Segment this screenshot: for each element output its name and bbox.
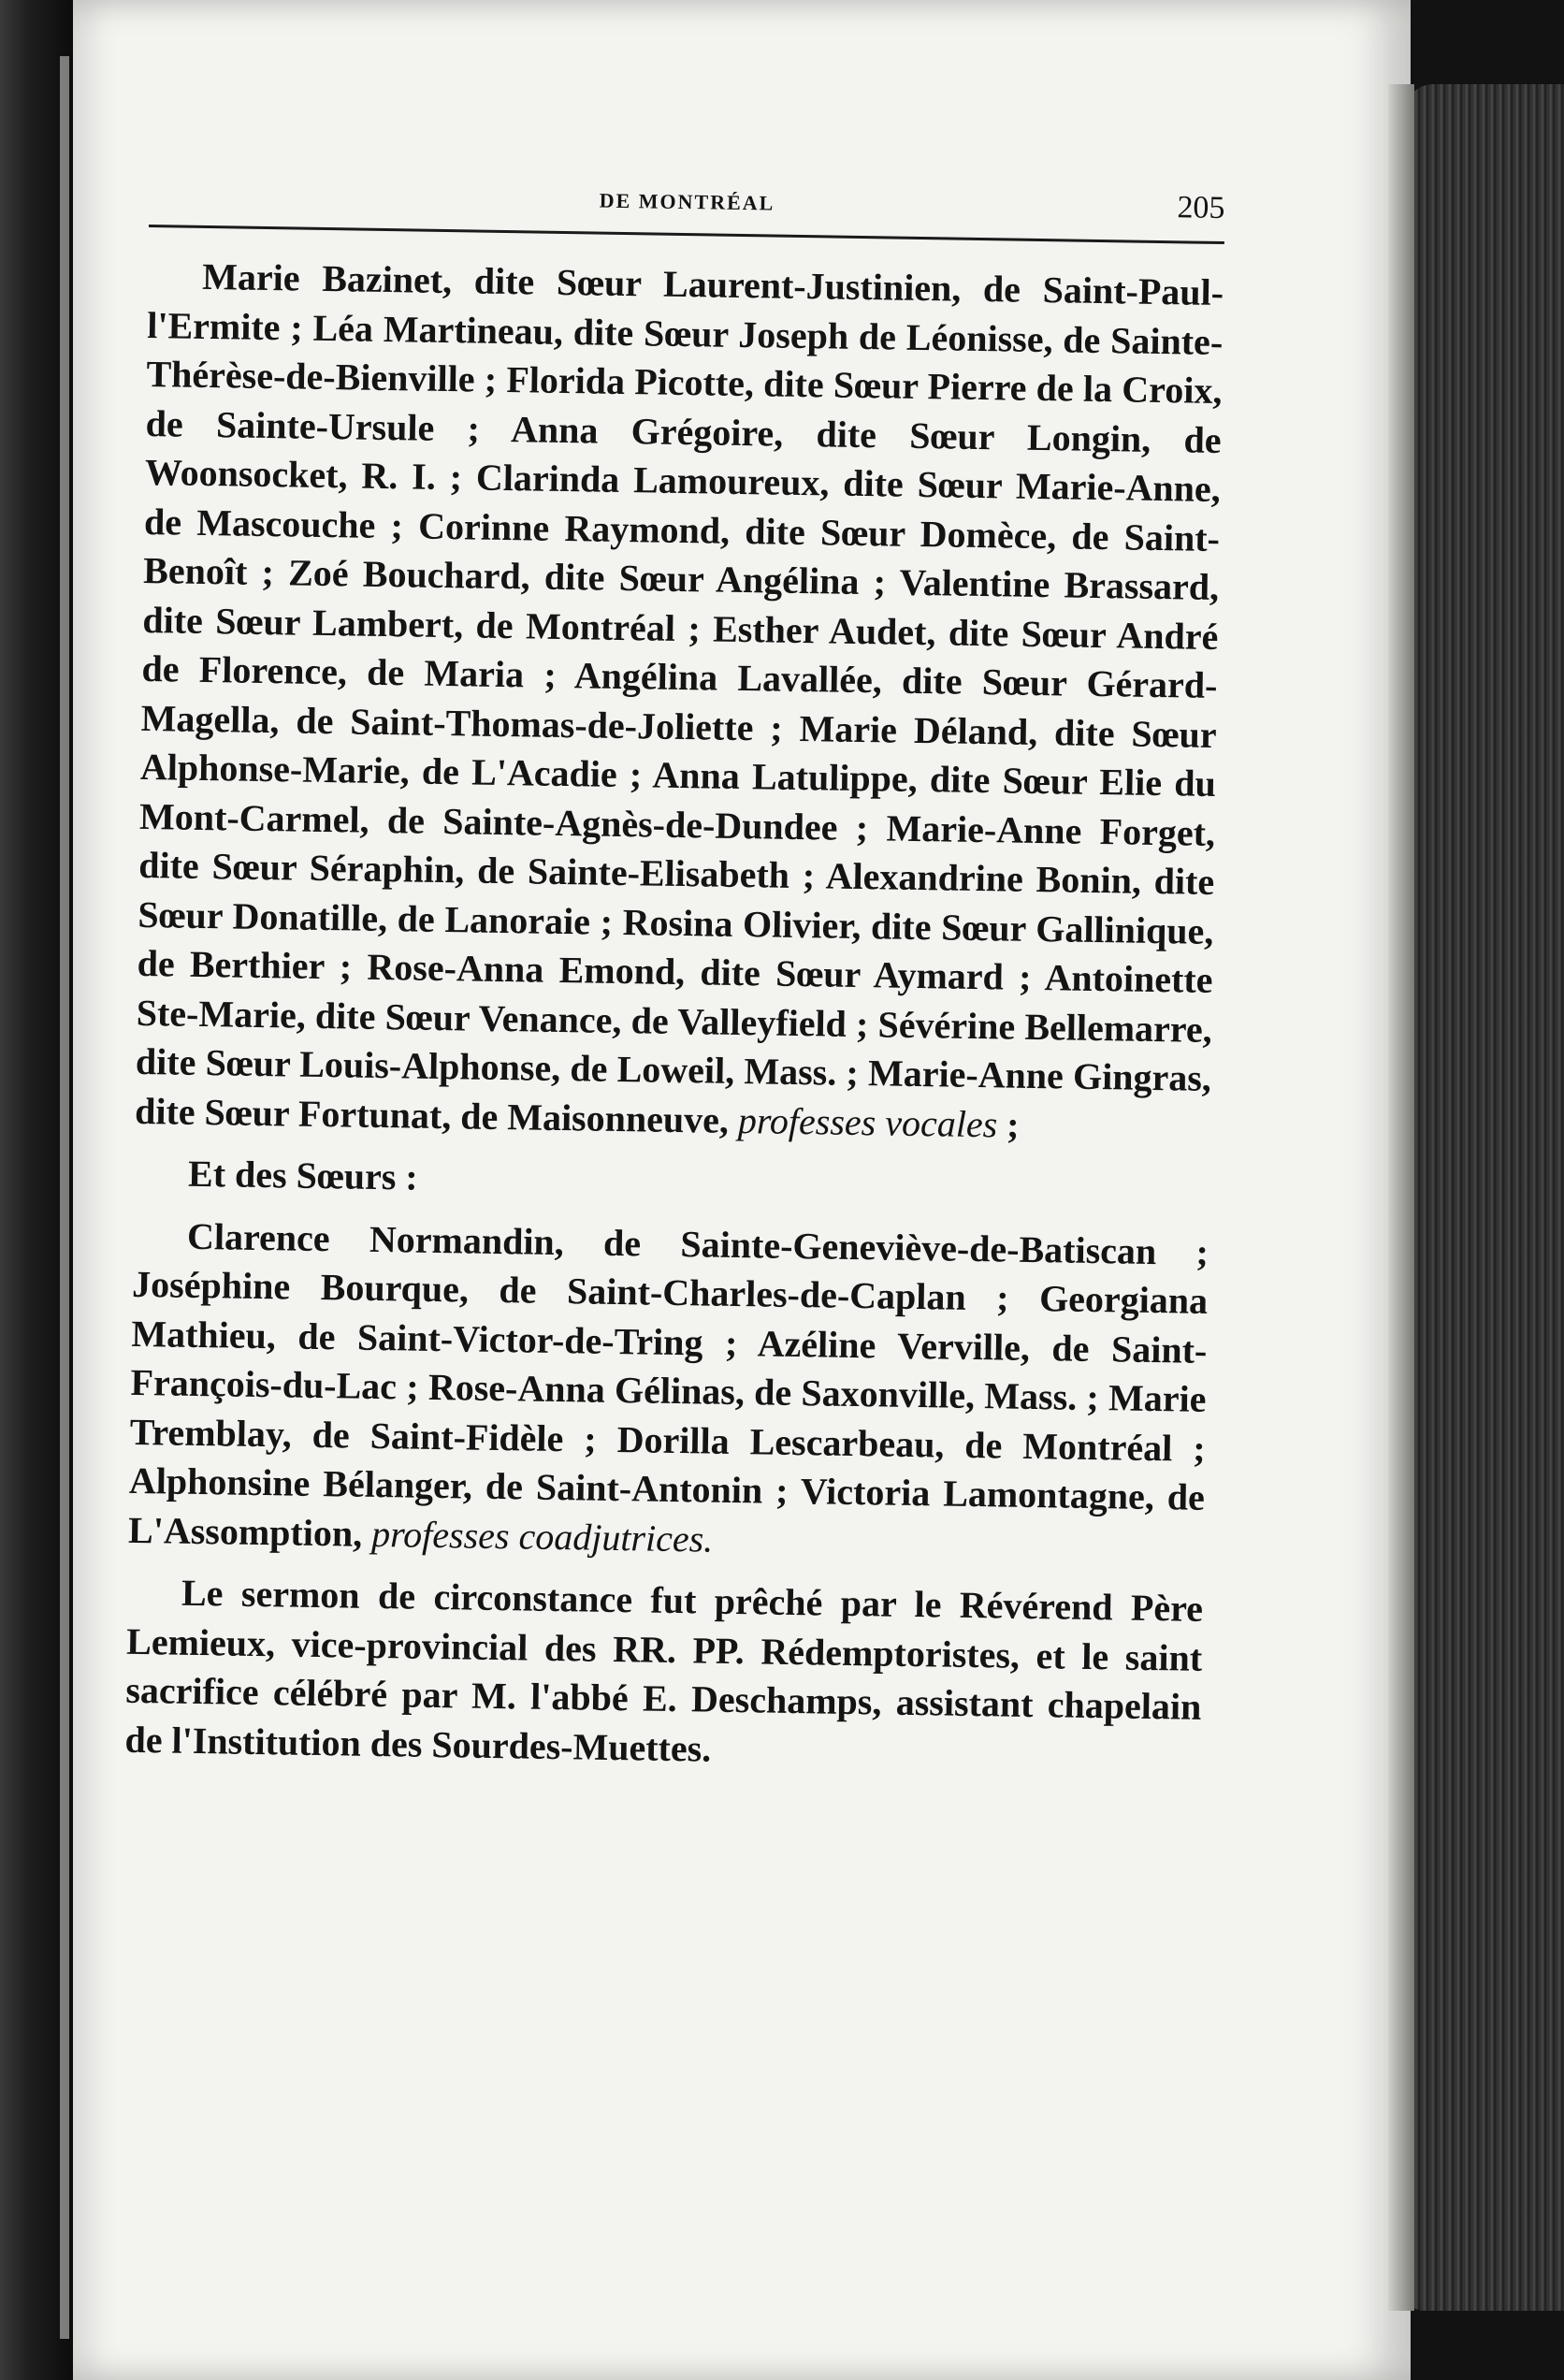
italic-phrase: professes vocales [737, 1098, 998, 1145]
book-block-edge [1405, 84, 1564, 2311]
paragraph-sermon: Le sermon de circonstance fut prêché par le Révérend Père Lemieux, vice-provincial des RR. PP. Rédemptoristes, et le saint sacrifice célébré par M. l'abbé E. Deschamps, assistant chapelain de l'Institution des Sourdes-Muettes. [124, 1571, 1204, 1770]
paragraph-text: Marie Bazinet, dite Sœur Laurent-Justinien, de Saint-Paul-l'Ermite ; Léa Martineau, dite Sœur Joseph de Léonisse, de Sainte-Thérèse-de-Bienville ; Florida Picotte, dite Sœur Pierre de la Croix, de Sainte-Ursule ; Anna Grégoire, dite Sœur Longin, de Woonsocket, R. I. ; Clarinda Lamoureux, dite Sœur Marie-Anne, de Mascouche ; Corinne Raymond, dite Sœur Domèce, de Saint-Benoît ; Zoé Bouchard, dite Sœur Angélina ; Valentine Brassard, dite Sœur Lambert, de Montréal ; Esther Audet, dite Sœur André de Florence, de Maria ; Angélina Lavallée, dite Sœur Gérard-Magella, de Saint-Thomas-de-Joliette ; Marie Déland, dite Sœur Alphonse-Marie, de L'Acadie ; Anna Latulippe, dite Sœur Elie du Mont-Carmel, de Sainte-Agnès-de-Dundee ; Marie-Anne Forget, dite Sœur Séraphin, de Sainte-Elisabeth ; Alexandrine Bonin, dite Sœur Donatille, de Lanoraie ; Rosina Olivier, dite Sœur Gallinique, de Berthier ; Rose-Anna Emond, dite Sœur Aymard ; Antoinette Ste-Marie, dite Sœur Venance, de Valleyfield ; Sévérine Bellemarre, dite Sœur Louis-Alphonse, de Loweil, Mass. ; Marie-Anne Gingras, dite Sœur Fortunat, de Maisonneuve, [134, 254, 1224, 1141]
page-number: 205 [1177, 190, 1225, 226]
paragraph-end: ; [996, 1102, 1020, 1146]
paragraph-professes-coadjutrices [128, 1211, 1209, 1572]
paragraph-professes-vocales [135, 252, 1224, 1153]
paragraph-text: Clarence Normandin, de Sainte-Geneviève-de-Batiscan ; Joséphine Bourque, de Saint-Charles-de-Caplan ; Georgiana Mathieu, de Saint-Victor-de-Tring ; Azéline Verville, de Saint-François-du-Lac ; Rose-Anna Gélinas, de Saxonville, Mass. ; Marie Tremblay, de Saint-Fidèle ; Dorilla Lescarbeau, de Montréal ; Alphonsine Bélanger, de Saint-Antonin ; Victoria Lamontagne, de L'Assomption, [127, 1214, 1209, 1555]
left-page-edge [0, 0, 73, 2380]
paragraph-et-des-soeurs: Et des Sœurs : [187, 1152, 419, 1198]
italic-phrase: professes coadjutrices. [370, 1512, 714, 1560]
running-title: DE MONTRÉAL [599, 188, 775, 215]
text-block [124, 168, 1225, 1794]
